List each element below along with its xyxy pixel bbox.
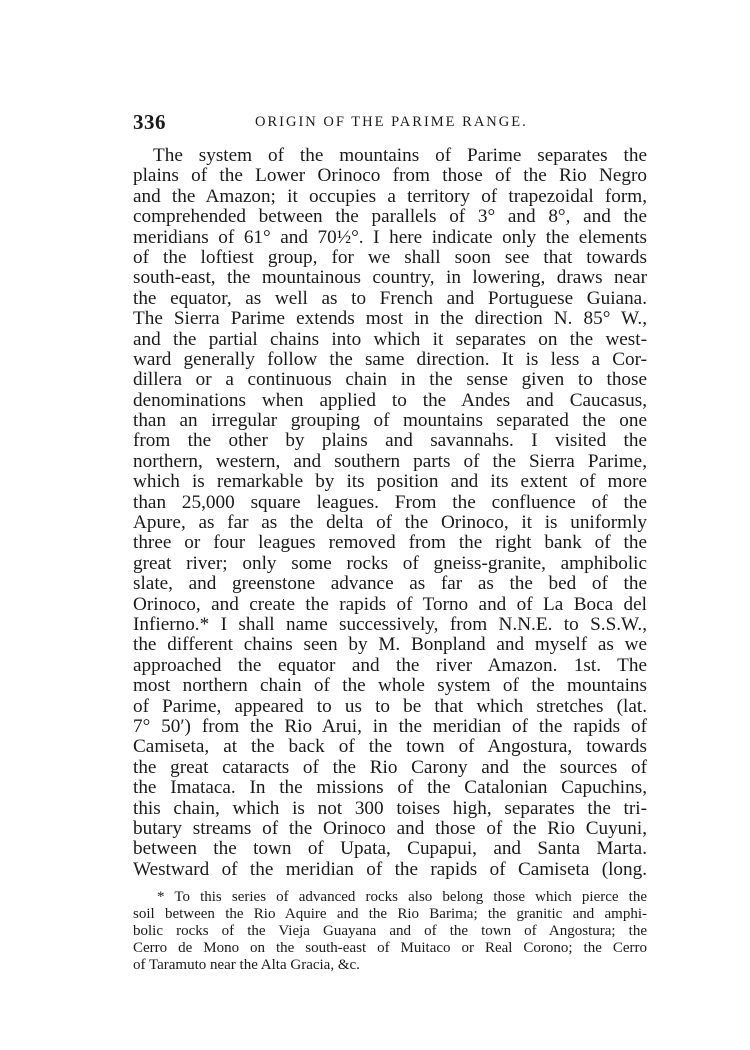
text-line: The Sierra Parime extends most in the direction N. 85° W., [133,308,647,330]
text-line: great river; only some rocks of gneiss-granite, amphibolic [133,552,647,574]
footnote-line: Cerro de Mono on the south-east of Muitaco or Real Corono; the Cerro [133,940,647,956]
text-line: of the loftiest group, for we shall soon see that towards [133,246,647,268]
text-line: Orinoco, and create the rapids of Torno and of La Boca del [133,593,647,615]
text-line: dillera or a continuous chain in the sense given to those [133,369,647,391]
text-line: this chain, which is not 300 toises high, separates the tri- [133,797,647,819]
text-line: slate, and greenstone advance as far as the bed of the [133,573,647,595]
text-line: plains of the Lower Orinoco from those of the Rio Negro [133,165,647,187]
text-line: and the Amazon; it occupies a territory of trapezoidal form, [133,185,647,207]
footnote-line: soil between the Rio Aquire and the Rio Barima; the granitic and amphi- [133,906,647,922]
text-line: Westward of the meridian of the rapids of Camiseta (long. [133,858,647,880]
text-line: south-east, the mountainous country, in lowering, draws near [133,267,647,289]
text-line: Infierno.* I shall name successively, from N.N.E. to S.S.W., [133,613,647,635]
text-line: butary streams of the Orinoco and those of the Rio Cuyuni, [133,817,647,839]
text-line: denominations when applied to the Andes and Caucasus, [133,389,647,411]
body-paragraph [133,146,647,880]
text-line: Apure, as far as the delta of the Orinoco, it is uniformly [133,512,647,534]
text-line: 7° 50′) from the Rio Arui, in the meridian of the rapids of [133,715,647,737]
text-line: the great cataracts of the Rio Carony and the sources of [133,756,647,778]
text-line: ward generally follow the same direction. It is less a Cor- [133,348,647,370]
text-line: the equator, as well as to French and Portuguese Guiana. [133,287,647,309]
text-line: between the town of Upata, Cupapui, and Santa Marta. [133,838,647,860]
text-line: the different chains seen by M. Bonpland and myself as we [133,634,647,656]
running-head [133,110,651,136]
running-title: ORIGIN OF THE PARIME RANGE. [255,114,528,130]
footnote [133,889,647,974]
text-line: than an irregular grouping of mountains separated the one [133,410,647,432]
text-line: from the other by plains and savannahs. I visited the [133,430,647,452]
footnote-line: * To this series of advanced rocks also belong those which pierce the [157,889,647,905]
footnote-line: of Taramuto near the Alta Gracia, &c. [133,957,360,973]
text-line: Camiseta, at the back of the town of Angostura, towards [133,736,647,758]
text-line: three or four leagues removed from the right bank of the [133,532,647,554]
page-number: 336 [133,110,166,134]
text-line: approached the equator and the river Amazon. 1st. The [133,654,647,676]
text-line: northern, western, and southern parts of the Sierra Parime, [133,450,647,472]
footnote-line: bolic rocks of the Vieja Guayana and of the town of Angostura; the [133,923,647,939]
text-line: of Parime, appeared to us to be that which stretches (lat. [133,695,647,717]
text-line: comprehended between the parallels of 3° and 8°, and the [133,206,647,228]
text-line: the Imataca. In the missions of the Catalonian Capuchins, [133,777,647,799]
text-line: The system of the mountains of Parime separates the [153,145,647,166]
text-line: and the partial chains into which it separates on the west- [133,328,647,350]
text-line: than 25,000 square leagues. From the confluence of the [133,491,647,513]
text-line: most northern chain of the whole system of the mountains [133,675,647,697]
text-line: meridians of 61° and 70½°. I here indicate only the elements [133,226,647,248]
text-line: which is remarkable by its position and its extent of more [133,471,647,493]
